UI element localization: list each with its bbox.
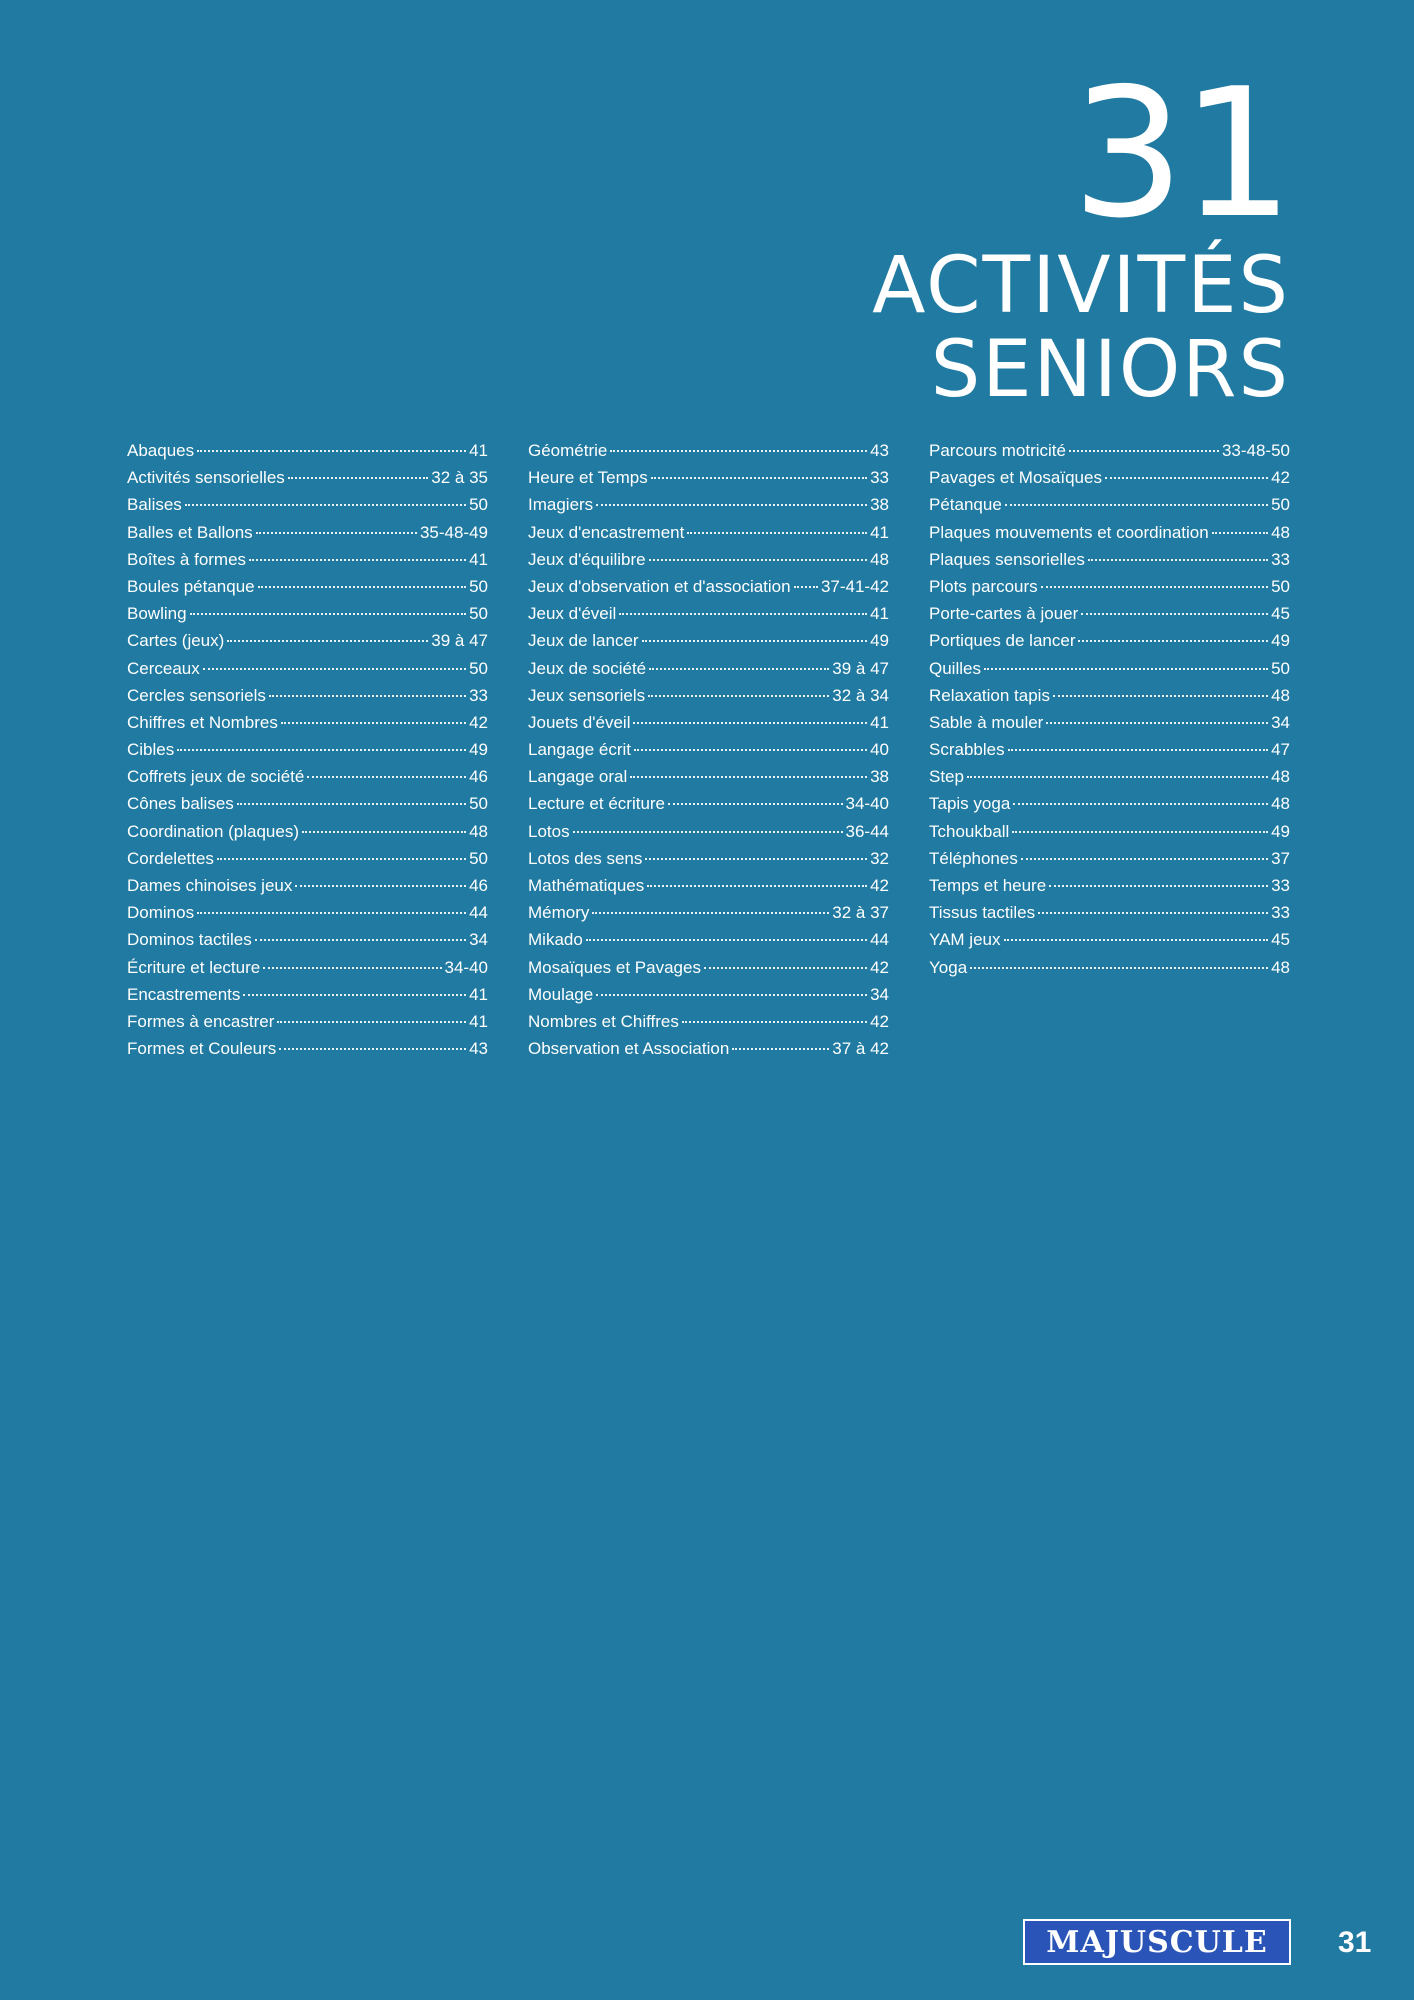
dot-leader [1021,858,1268,860]
index-entry-label: Relaxation tapis [929,685,1050,705]
index-entry [127,519,488,546]
index-entry-label: Mathématiques [528,876,645,895]
dot-leader [687,532,867,534]
dot-leader [647,885,867,887]
index-entry-label: Porte-cartes à jouer [929,604,1079,624]
index-entry [127,709,488,736]
dot-leader [185,504,466,506]
index-entry-page: 38 [870,767,889,787]
index-entry-label: Jouets d'éveil [528,712,631,732]
dot-leader [984,668,1268,670]
index-entry [528,464,889,491]
dot-leader [243,994,466,996]
section-title [872,241,1290,415]
index-entry-page: 33 [870,468,889,488]
index-entry-page: 48 [1271,794,1290,814]
section-header [872,50,1290,415]
index-entry-label: Portiques de lancer [929,631,1076,651]
dot-leader [227,640,428,642]
dot-leader [288,477,428,479]
index-entry-page: 50 [469,576,488,596]
index-entry [929,818,1290,845]
index-entry [127,899,488,926]
index-entry-label: Activités sensorielles [127,468,285,488]
index-entry-page: 44 [469,903,488,923]
index-entry-label: Cibles [127,740,175,760]
index-entry-page: 34 [870,984,889,1004]
brand-logo [1023,1919,1291,1965]
index-entry-label: Langage écrit [528,740,632,760]
dot-leader [255,939,466,941]
index-entry-label: Balises [127,495,182,515]
dot-leader [1041,586,1268,588]
dot-leader [258,586,466,588]
index-entry-label: YAM jeux [929,930,1001,950]
index-entry-page: 46 [469,876,488,895]
dot-leader [1012,831,1268,833]
index-entry-page: 42 [870,876,889,895]
index-entry-label: Sable à mouler [929,712,1044,732]
index-entry [929,899,1290,926]
index-entry-label: Heure et Temps [528,468,648,488]
index-entry [929,464,1290,491]
index-entry-page: 50 [469,794,488,814]
index-entry-page: 33 [1271,876,1290,895]
index-entry-label: Mosaïques et Pavages [528,957,701,977]
index-entry [528,519,889,546]
index-entry [929,546,1290,573]
index-entry [528,600,889,627]
index-entry-page: 43 [870,441,889,460]
index-entry-label: Temps et heure [929,876,1047,895]
index-entry-label: Dominos [127,903,195,923]
dot-leader [1212,532,1268,534]
index-entry-label: Cônes balises [127,794,234,814]
index-entry [528,437,889,464]
index-entry-label: Abaques [127,441,195,460]
index-entry [127,954,488,981]
index-entry-page: 50 [1271,495,1290,515]
index-entry-label: Cordelettes [127,848,214,868]
index-entry-page: 50 [1271,576,1290,596]
index-entry [127,627,488,654]
dot-leader [269,695,466,697]
dot-leader [1013,803,1268,805]
index-entry [929,790,1290,817]
index-entry-page: 35-48-49 [419,522,488,542]
index-entry [528,546,889,573]
dot-leader [177,749,466,751]
index-entry-page: 50 [469,658,488,678]
index-entry-page: 33-48-50 [1221,441,1290,460]
index-entry-page: 41 [469,549,488,569]
index-entry [528,954,889,981]
index-entry-label: Scrabbles [929,740,1005,760]
dot-leader [1004,939,1269,941]
index-entry [127,491,488,518]
index-entry [528,736,889,763]
dot-leader [592,912,829,914]
index-entry [127,1008,488,1035]
index-entry [528,682,889,709]
index-entry-label: Tissus tactiles [929,903,1036,923]
index-entry [127,682,488,709]
dot-leader [256,532,417,534]
dot-leader [263,967,441,969]
index-entry-label: Coffrets jeux de société [127,767,305,787]
index-entry-page: 39 à 47 [431,631,488,651]
index-entry-label: Jeux d'éveil [528,604,617,624]
index-column-1 [127,437,488,1062]
index-entry [127,573,488,600]
index-entry [127,981,488,1008]
dot-leader [190,613,467,615]
dot-leader [1008,749,1268,751]
index-entry-page: 45 [1271,930,1290,950]
index-entry-page: 42 [870,1011,889,1031]
index-entry-page: 33 [469,685,488,705]
dot-leader [649,668,829,670]
index-entry [528,790,889,817]
index-entry [929,573,1290,600]
index-entry-label: Téléphones [929,848,1018,868]
dot-leader [249,559,466,561]
index-entry-page: 48 [469,821,488,841]
index-entry-page: 46 [469,767,488,787]
index-entry-label: Balles et Ballons [127,522,253,542]
dot-leader [619,613,867,615]
index-entry-label: Formes et Couleurs [127,1039,277,1059]
index-entry-label: Mémory [528,903,590,923]
dot-leader [668,803,843,805]
dot-leader [634,749,867,751]
index-entry-page: 48 [1271,685,1290,705]
index-entry [929,709,1290,736]
index-entry-label: Lecture et écriture [528,794,666,814]
dot-leader [307,776,466,778]
index-entry-label: Parcours motricité [929,441,1066,460]
index-entry-page: 36-44 [845,821,889,841]
index-entry [127,464,488,491]
index-entry-label: Boîtes à formes [127,549,247,569]
index-entry [127,655,488,682]
index-entry [929,491,1290,518]
index-entry-page: 34 [1271,712,1290,732]
index-entry [127,600,488,627]
index-entry-page: 48 [1271,522,1290,542]
index-entry-label: Coordination (plaques) [127,821,299,841]
index-entry-label: Bowling [127,604,187,624]
dot-leader [302,831,466,833]
index-entry [528,981,889,1008]
index-entry-page: 41 [870,712,889,732]
index-entry-label: Encastrements [127,984,241,1004]
dot-leader [197,450,466,452]
dot-leader [649,559,867,561]
index-entry [929,655,1290,682]
index-entry-label: Nombres et Chiffres [528,1011,679,1031]
dot-leader [1049,885,1268,887]
index-entry-label: Cercles sensoriels [127,685,266,705]
index-entry [929,926,1290,953]
dot-leader [596,504,867,506]
index-entry-page: 34 [469,930,488,950]
index-entry-page: 41 [870,522,889,542]
index-entry-page: 50 [469,604,488,624]
index-entry [127,736,488,763]
index-entry-page: 44 [870,930,889,950]
dot-leader [197,912,466,914]
index-entry [929,954,1290,981]
index-entry-label: Plaques mouvements et coordination [929,522,1209,542]
index-entry-page: 39 à 47 [832,658,889,678]
dot-leader [704,967,867,969]
index-entry-label: Jeux sensoriels [528,685,646,705]
dot-leader [217,858,466,860]
index-entry-label: Lotos des sens [528,848,643,868]
index-entry-label: Jeux d'équilibre [528,549,646,569]
index-entry [127,763,488,790]
index-entry-page: 50 [469,495,488,515]
index-entry [127,872,488,899]
index-entry-label: Boules pétanque [127,576,255,596]
index-entry [528,845,889,872]
dot-leader [1069,450,1219,452]
section-title-line-1: ACTIVITÉS [872,241,1290,331]
dot-leader [651,477,867,479]
index-entry [929,872,1290,899]
index-entry-label: Moulage [528,984,594,1004]
index-entry-label: Formes à encastrer [127,1011,275,1031]
index-entry [127,845,488,872]
index-entry [929,519,1290,546]
index-entry-label: Jeux d'encastrement [528,522,685,542]
dot-leader [1053,695,1268,697]
index-entry-label: Observation et Association [528,1039,730,1059]
index-entry [528,926,889,953]
index-entry-label: Dames chinoises jeux [127,876,293,895]
dot-leader [295,885,466,887]
section-title-line-2: SENIORS [930,325,1290,415]
index-column-3 [929,437,1290,981]
dot-leader [642,640,868,642]
dot-leader [648,695,829,697]
dot-leader [610,450,867,452]
index-entry-page: 33 [1271,549,1290,569]
index-entry-label: Écriture et lecture [127,957,261,977]
index-entry-page: 32 à 35 [431,468,488,488]
index-entry [929,437,1290,464]
dot-leader [279,1048,466,1050]
dot-leader [1078,640,1268,642]
index-entry [528,573,889,600]
index-entry [528,655,889,682]
index-entry [127,790,488,817]
index-entry-page: 41 [469,441,488,460]
index-entry-label: Jeux d'observation et d'association [528,576,791,596]
dot-leader [1081,613,1268,615]
index-entry [929,627,1290,654]
index-entry-label: Lotos [528,821,570,841]
index-entry-page: 40 [870,740,889,760]
index-entry-label: Pavages et Mosaïques [929,468,1102,488]
index-entry [528,709,889,736]
index-entry-page: 34-40 [444,957,488,977]
index-entry-page: 41 [870,604,889,624]
dot-leader [1088,559,1268,561]
index-entry-page: 45 [1271,604,1290,624]
index-entry [929,600,1290,627]
brand-logo-text: MAJUSCULE [1046,1924,1268,1960]
index-entry [528,763,889,790]
index-entry-label: Géométrie [528,441,608,460]
index-entry-page: 49 [870,631,889,651]
dot-leader [633,722,867,724]
dot-leader [682,1021,867,1023]
index-entry-page: 42 [469,712,488,732]
index-entry-page: 33 [1271,903,1290,923]
index-entry-label: Imagiers [528,495,594,515]
dot-leader [1005,504,1268,506]
index-entry [528,872,889,899]
index-entry-page: 41 [469,1011,488,1031]
dot-leader [281,722,466,724]
index-entry [929,736,1290,763]
index-entry-page: 32 [870,848,889,868]
index-entry-label: Tchoukball [929,821,1010,841]
index-entry-page: 37-41-42 [820,576,889,596]
index-entry [929,682,1290,709]
index-entry-page: 48 [870,549,889,569]
dot-leader [586,939,867,941]
dot-leader [237,803,466,805]
index-entry-label: Jeux de lancer [528,631,639,651]
index-entry [528,491,889,518]
dot-leader [203,668,466,670]
index-entry-label: Step [929,767,964,787]
index-entry-page: 50 [469,848,488,868]
index-entry-label: Yoga [929,957,968,977]
dot-leader [1046,722,1268,724]
dot-leader [970,967,1268,969]
dot-leader [630,776,867,778]
index-entry-label: Cartes (jeux) [127,631,225,651]
index-entry [127,1035,488,1062]
index-entry-label: Langage oral [528,767,628,787]
page-number: 31 [1338,1926,1372,1959]
index-entry-page: 37 à 42 [832,1039,889,1059]
index-entry [127,546,488,573]
index-entry-page: 38 [870,495,889,515]
index-entry-label: Dominos tactiles [127,930,252,950]
index-entry [127,437,488,464]
index-entry-label: Quilles [929,658,981,678]
dot-leader [277,1021,466,1023]
index-entry-page: 48 [1271,957,1290,977]
index-entry-label: Plots parcours [929,576,1038,596]
index-entry-page: 48 [1271,767,1290,787]
index-entry-label: Mikado [528,930,583,950]
section-number: 31 [1071,50,1290,257]
index-entry-page: 42 [1271,468,1290,488]
index-entry-label: Chiffres et Nombres [127,712,278,732]
index-entry-page: 47 [1271,740,1290,760]
index-entry-label: Cerceaux [127,658,200,678]
index-entry-label: Plaques sensorielles [929,549,1085,569]
index-entry [127,818,488,845]
index-entry-page: 42 [870,957,889,977]
index-entry [929,845,1290,872]
index-entry-page: 50 [1271,658,1290,678]
dot-leader [645,858,867,860]
index-entry-label: Jeux de société [528,658,647,678]
index-entry [528,1035,889,1062]
index-entry [528,818,889,845]
index-entry-label: Tapis yoga [929,794,1011,814]
index-entry [528,899,889,926]
index-entry [127,926,488,953]
index-entry-page: 49 [469,740,488,760]
index-entry-label: Pétanque [929,495,1002,515]
index-entry-page: 49 [1271,821,1290,841]
dot-leader [596,994,867,996]
dot-leader [1038,912,1268,914]
index-entry-page: 34-40 [845,794,889,814]
index-entry [929,763,1290,790]
dot-leader [967,776,1268,778]
dot-leader [732,1048,829,1050]
index-entry-page: 41 [469,984,488,1004]
index-entry-page: 49 [1271,631,1290,651]
index-entry [528,627,889,654]
index-column-2 [528,437,889,1062]
index-entry-page: 37 [1271,848,1290,868]
index-entry-page: 32 à 37 [832,903,889,923]
index-entry [528,1008,889,1035]
index-entry-page: 43 [469,1039,488,1059]
dot-leader [1105,477,1268,479]
dot-leader [573,831,843,833]
dot-leader [794,586,818,588]
index-entry-page: 32 à 34 [832,685,889,705]
